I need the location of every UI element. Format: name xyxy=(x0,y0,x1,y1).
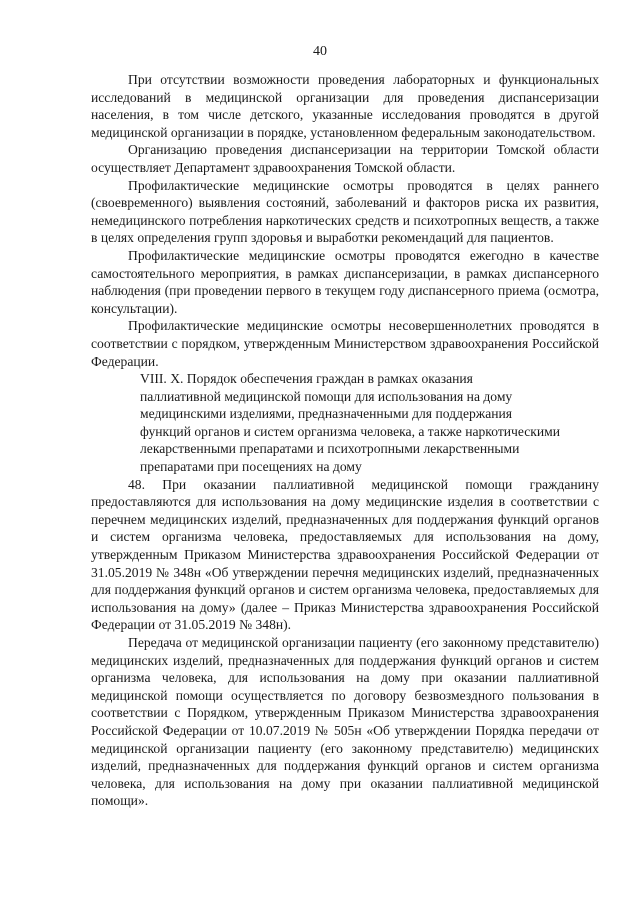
section-heading-line: паллиативной медицинской помощи для использования на дому xyxy=(140,388,513,404)
paragraph: Передача от медицинской организации пациенту (его законному представителю) медицинских изделий, предназначенных для поддержания функций органов и систем организма человека, для использования на дому при оказании паллиативной медицинской помощи осуществляется по договору безвозмездного пользования в соответствии с Порядком, утвержденным Приказом Министерства здравоохранения Российской Федерации от 10.07.2019 № 505н «Об утверждении Порядка передачи от медицинской организации пациенту (его законному представителю) медицинских изделий, предназначенных для поддержания функций органов и систем организма человека, для использования на дому при оказании паллиативной медицинской помощи». xyxy=(91,635,599,809)
paragraph: Организацию проведения диспансеризации на территории Томской области осуществляет Департамент здравоохранения Томской области. xyxy=(91,142,599,175)
section-heading-line: лекарственными препаратами и психотропными лекарственными xyxy=(140,441,520,457)
page-number: 40 xyxy=(313,44,327,59)
paragraph: Профилактические медицинские осмотры несовершеннолетних проводятся в соответствии с порядком, утвержденным Министерством здравоохранения Российской Федерации. xyxy=(91,318,599,369)
section-heading-line: функций органов и систем организма человека, а также наркотическими xyxy=(140,423,561,439)
section-heading xyxy=(91,370,599,476)
section-heading-line: медицинскими изделиями, предназначенными для поддержания xyxy=(140,406,513,422)
paragraph: При отсутствии возможности проведения лабораторных и функциональных исследований в медицинской организации для проведения диспансеризации населения, в том числе детского, указанные исследования проводятся в другой медицинской организации в порядке, установленном федеральным законодательством. xyxy=(91,72,599,140)
paragraph: Профилактические медицинские осмотры проводятся ежегодно в качестве самостоятельного мероприятия, в рамках диспансеризации, в рамках диспансерного наблюдения (при проведении первого в текущем году диспансерного приема (осмотра, консультации). xyxy=(91,247,599,316)
paragraph: Профилактические медицинские осмотры проводятся в целях раннего (своевременного) выявления состояний, заболеваний и факторов риска их развития, немедицинского потребления наркотических средств и психотропных веществ, а также в целях определения групп здоровья и выработки рекомендаций для пациентов. xyxy=(91,177,599,246)
section-heading-line: VIII. X. Порядок обеспечения граждан в рамках оказания xyxy=(140,371,473,387)
document-body xyxy=(91,71,599,810)
section-heading-line: препаратами при посещениях на дому xyxy=(140,459,362,475)
paragraph: 48. При оказании паллиативной медицинской помощи гражданину предоставляются для использования на дому медицинские изделия в соответствии с перечнем медицинских изделий, предназначенных для поддержания функций органов и систем организма человека, предоставляемых для использования на дому, утвержденным Приказом Министерства здравоохранения Российской Федерации от 31.05.2019 № 348н «Об утверждении перечня медицинских изделий, предназначенных для поддержания функций органов и систем организма человека, предоставляемых для использования на дому» (далее – Приказ Министерства здравоохранения Российской Федерации от 31.05.2019 № 348н). xyxy=(91,476,599,633)
